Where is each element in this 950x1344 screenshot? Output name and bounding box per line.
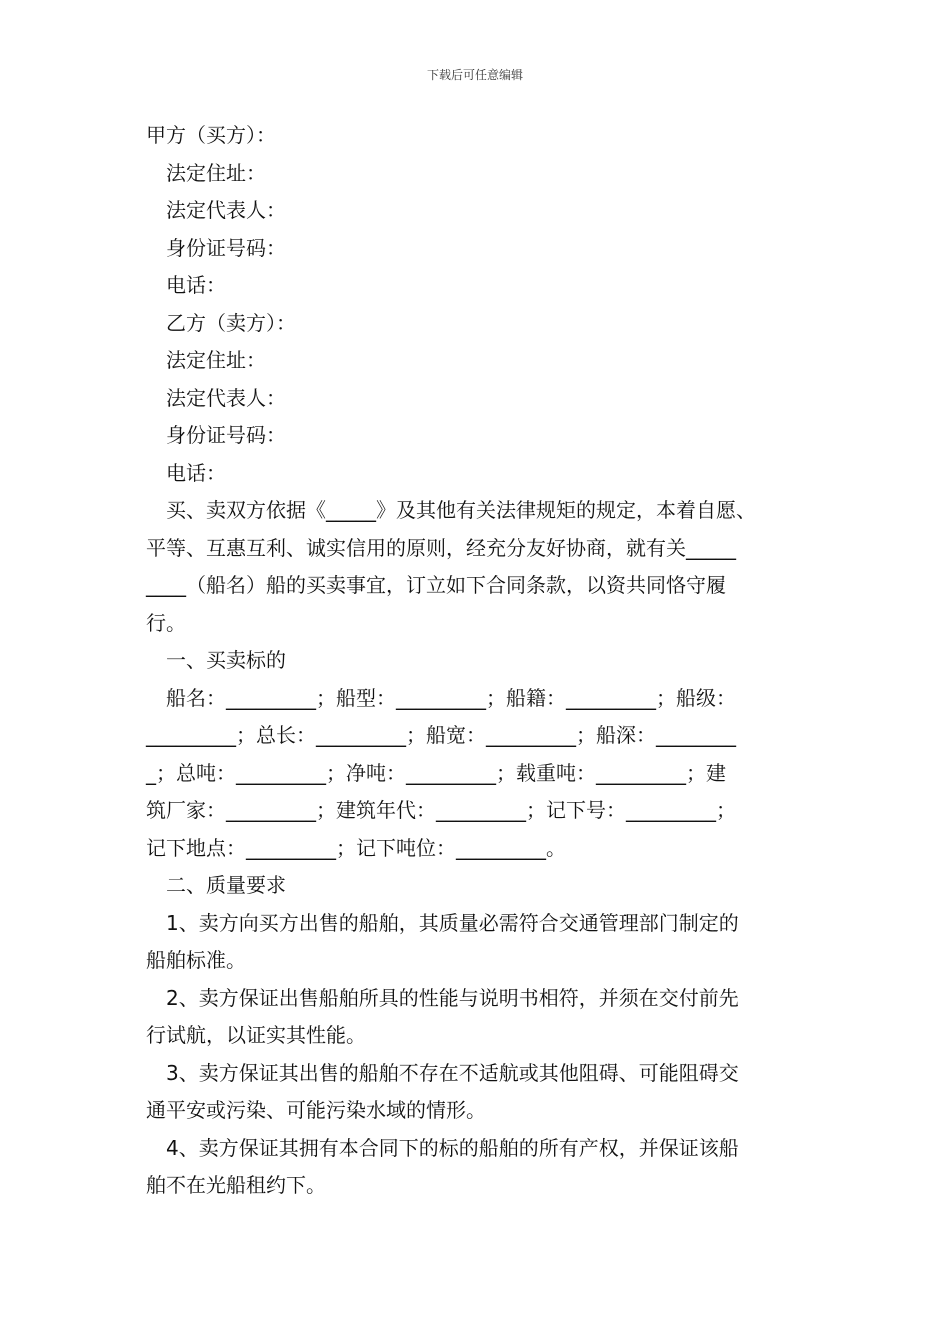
section1-fields bbox=[146, 680, 826, 868]
preamble-paragraph bbox=[146, 492, 826, 642]
section2-item-4 bbox=[146, 1130, 826, 1205]
section2-item-line: 通平安或污染、可能污染水域的情形。 bbox=[146, 1098, 486, 1122]
section1-line: _________；总长：_________；船宽：_________；船深：________ bbox=[146, 723, 736, 747]
party-b-phone: 电话： bbox=[166, 460, 226, 485]
section1-line: _；总吨：_________；净吨：_________；载重吨：_________；建 bbox=[146, 760, 726, 785]
section1-title: 一、买卖标的 bbox=[166, 648, 286, 672]
party-a-address: 法定住址： bbox=[166, 160, 266, 185]
party-a-title: 甲方（买方）： bbox=[146, 123, 276, 147]
party-b-id-number: 身份证号码： bbox=[166, 423, 286, 447]
preamble-line: 买、卖双方依据《_____》及其他有关法律规矩的规定，本着自愿、 bbox=[166, 498, 756, 522]
party-a-phone: 电话： bbox=[166, 273, 226, 297]
party-a-id-number: 身份证号码： bbox=[166, 235, 286, 260]
section1-line: 筑厂家：_________；建筑年代：_________；记下号：_________； bbox=[146, 798, 736, 822]
section2-item-3 bbox=[146, 1055, 826, 1130]
section1-line: 记下地点：_________；记下吨位：_________。 bbox=[146, 835, 566, 860]
section2-item-line: 船舶标准。 bbox=[146, 948, 246, 972]
section2-item-line: 行试航，以证实其性能。 bbox=[146, 1023, 366, 1047]
preamble-line: 平等、互惠互利、诚实信用的原则，经充分友好协商，就有关_____ bbox=[146, 535, 736, 560]
section2-item-line: 舶不在光船租约下。 bbox=[146, 1173, 326, 1197]
party-b-title: 乙方（卖方）： bbox=[166, 310, 296, 335]
party-b-address: 法定住址： bbox=[166, 348, 266, 372]
section2-item-line: 1、卖方向买方出售的船舶，其质量必需符合交通管理部门制定的 bbox=[166, 910, 739, 935]
section2-item-1 bbox=[146, 905, 826, 980]
party-b-representative: 法定代表人： bbox=[166, 385, 286, 410]
contract-body bbox=[146, 117, 826, 1205]
section2-item-line: 3、卖方保证其出售的船舶不存在不适航或其他阻碍、可能阻碍交 bbox=[166, 1060, 739, 1085]
section2-item-2 bbox=[146, 980, 826, 1055]
section1-line: 船名：_________；船型：_________；船籍：_________；船级： bbox=[166, 685, 736, 710]
section2-item-line: 2、卖方保证出售船舶所具的性能与说明书相符，并须在交付前先 bbox=[166, 985, 739, 1010]
preamble-line: 行。 bbox=[146, 610, 186, 635]
section2-item-line: 4、卖方保证其拥有本合同下的标的船舶的所有产权，并保证该船 bbox=[166, 1135, 739, 1160]
page-header: 下载后可任意编辑 bbox=[426, 68, 523, 82]
preamble-line: ____（船名）船的买卖事宜，订立如下合同条款，以资共同恪守履 bbox=[146, 573, 726, 597]
party-a-representative: 法定代表人： bbox=[166, 198, 286, 222]
section2-title: 二、质量要求 bbox=[166, 873, 286, 897]
